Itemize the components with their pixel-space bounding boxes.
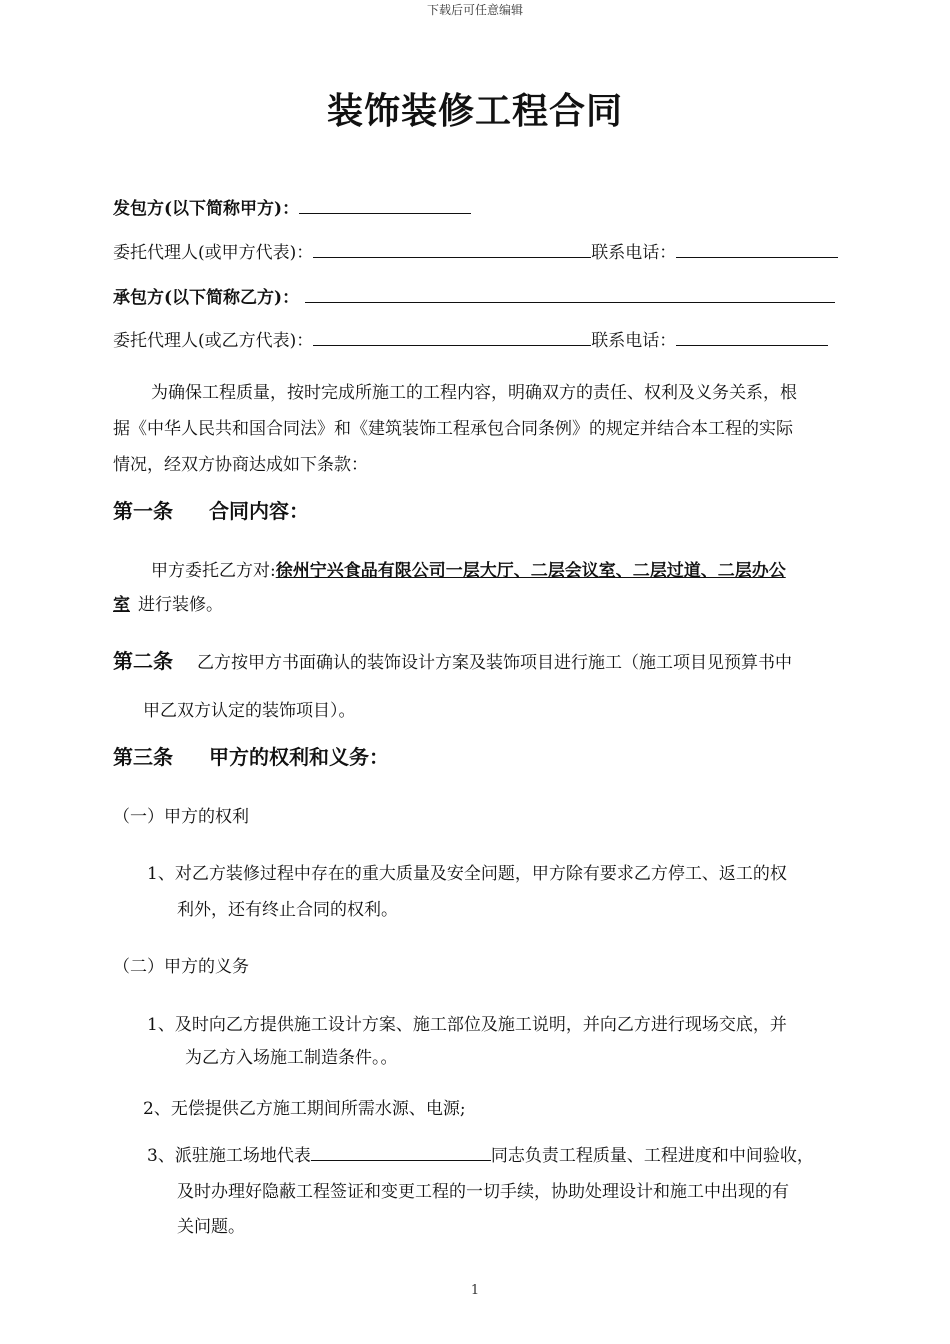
article-1-prefix: 甲方委托乙方对: bbox=[151, 561, 276, 581]
party-b-agent-label: 委托代理人(或乙方代表)： bbox=[113, 331, 314, 351]
article-1-number: 第一条 bbox=[113, 499, 173, 523]
party-b-phone-label: 联系电话： bbox=[591, 331, 677, 351]
rights-heading: （一）甲方的权利 bbox=[113, 807, 249, 827]
article-1-title: 合同内容： bbox=[209, 499, 309, 523]
duty-3-suffix: 同志负责工程质量、工程进度和中间验收， bbox=[490, 1146, 814, 1166]
party-b-line bbox=[113, 283, 835, 308]
party-b-agent-line bbox=[113, 326, 828, 351]
article-1-suffix: 进行装修。 bbox=[138, 595, 223, 615]
page-header: 下载后可任意编辑 bbox=[426, 3, 523, 17]
party-b-agent-field[interactable] bbox=[313, 328, 591, 346]
duty-1-line-2: 为乙方入场施工制造条件。。 bbox=[185, 1048, 398, 1068]
duty-3-line-2: 及时办理好隐蔽工程签证和变更工程的一切手续，协助处理设计和施工中出现的有 bbox=[177, 1182, 789, 1202]
right-1-line-1: 1、对乙方装修过程中存在的重大质量及安全问题，甲方除有要求乙方停工、返工的权 bbox=[147, 864, 787, 884]
party-b-name-field[interactable] bbox=[305, 285, 835, 303]
party-a-phone-field[interactable] bbox=[676, 240, 838, 258]
party-a-phone-label: 联系电话： bbox=[591, 243, 677, 263]
project-scope: 徐州宁兴食品有限公司一层大厅、二层会议室、二层过道、二层办公 bbox=[275, 561, 786, 581]
party-a-label: 发包方(以下简称甲方)： bbox=[113, 199, 300, 219]
duties-heading: （二）甲方的义务 bbox=[113, 957, 249, 977]
party-a-line bbox=[113, 194, 471, 219]
article-3-heading bbox=[113, 741, 389, 770]
duty-3-prefix: 3、派驻施工场地代表 bbox=[147, 1146, 311, 1166]
party-a-agent-label: 委托代理人(或甲方代表)： bbox=[113, 243, 314, 263]
preamble-line-1: 为确保工程质量，按时完成所施工的工程内容，明确双方的责任、权利及义务关系，根 bbox=[151, 383, 797, 403]
party-b-phone-field[interactable] bbox=[676, 328, 828, 346]
project-scope-cont: 室 bbox=[113, 595, 130, 615]
party-a-agent-field[interactable] bbox=[313, 240, 591, 258]
party-a-agent-line bbox=[113, 238, 838, 263]
preamble-line-2: 据《中华人民共和国合同法》和《建筑装饰工程承包合同条例》的规定并结合本工程的实际 bbox=[113, 419, 793, 439]
duty-3-line-1 bbox=[147, 1141, 814, 1166]
site-representative-field[interactable] bbox=[311, 1143, 491, 1161]
right-1-line-2: 利外，还有终止合同的权利。 bbox=[177, 900, 398, 920]
article-2-number: 第二条 bbox=[113, 649, 173, 673]
article-1-line-1 bbox=[151, 556, 786, 581]
party-a-name-field[interactable] bbox=[299, 196, 471, 214]
duty-3-line-3: 关问题。 bbox=[177, 1217, 245, 1237]
preamble-line-3: 情况，经双方协商达成如下条款： bbox=[113, 455, 368, 475]
article-1-line-2 bbox=[113, 590, 223, 615]
party-b-label: 承包方(以下简称乙方)： bbox=[113, 288, 300, 308]
duty-2: 2、无偿提供乙方施工期间所需水源、电源; bbox=[143, 1099, 466, 1119]
article-3-number: 第三条 bbox=[113, 745, 173, 769]
article-2-text: 乙方按甲方书面确认的装饰设计方案及装饰项目进行施工（施工项目见预算书中 bbox=[197, 653, 792, 673]
article-2-line-2: 甲乙双方认定的装饰项目）。 bbox=[143, 701, 356, 721]
article-2-line-1 bbox=[113, 645, 792, 674]
duty-1-line-1: 1、及时向乙方提供施工设计方案、施工部位及施工说明，并向乙方进行现场交底，并 bbox=[147, 1015, 787, 1035]
article-1-heading bbox=[113, 495, 309, 524]
page-number: 1 bbox=[470, 1283, 480, 1298]
contract-title: 装饰装修工程合同 bbox=[326, 90, 623, 132]
article-3-title: 甲方的权利和义务： bbox=[209, 745, 389, 769]
